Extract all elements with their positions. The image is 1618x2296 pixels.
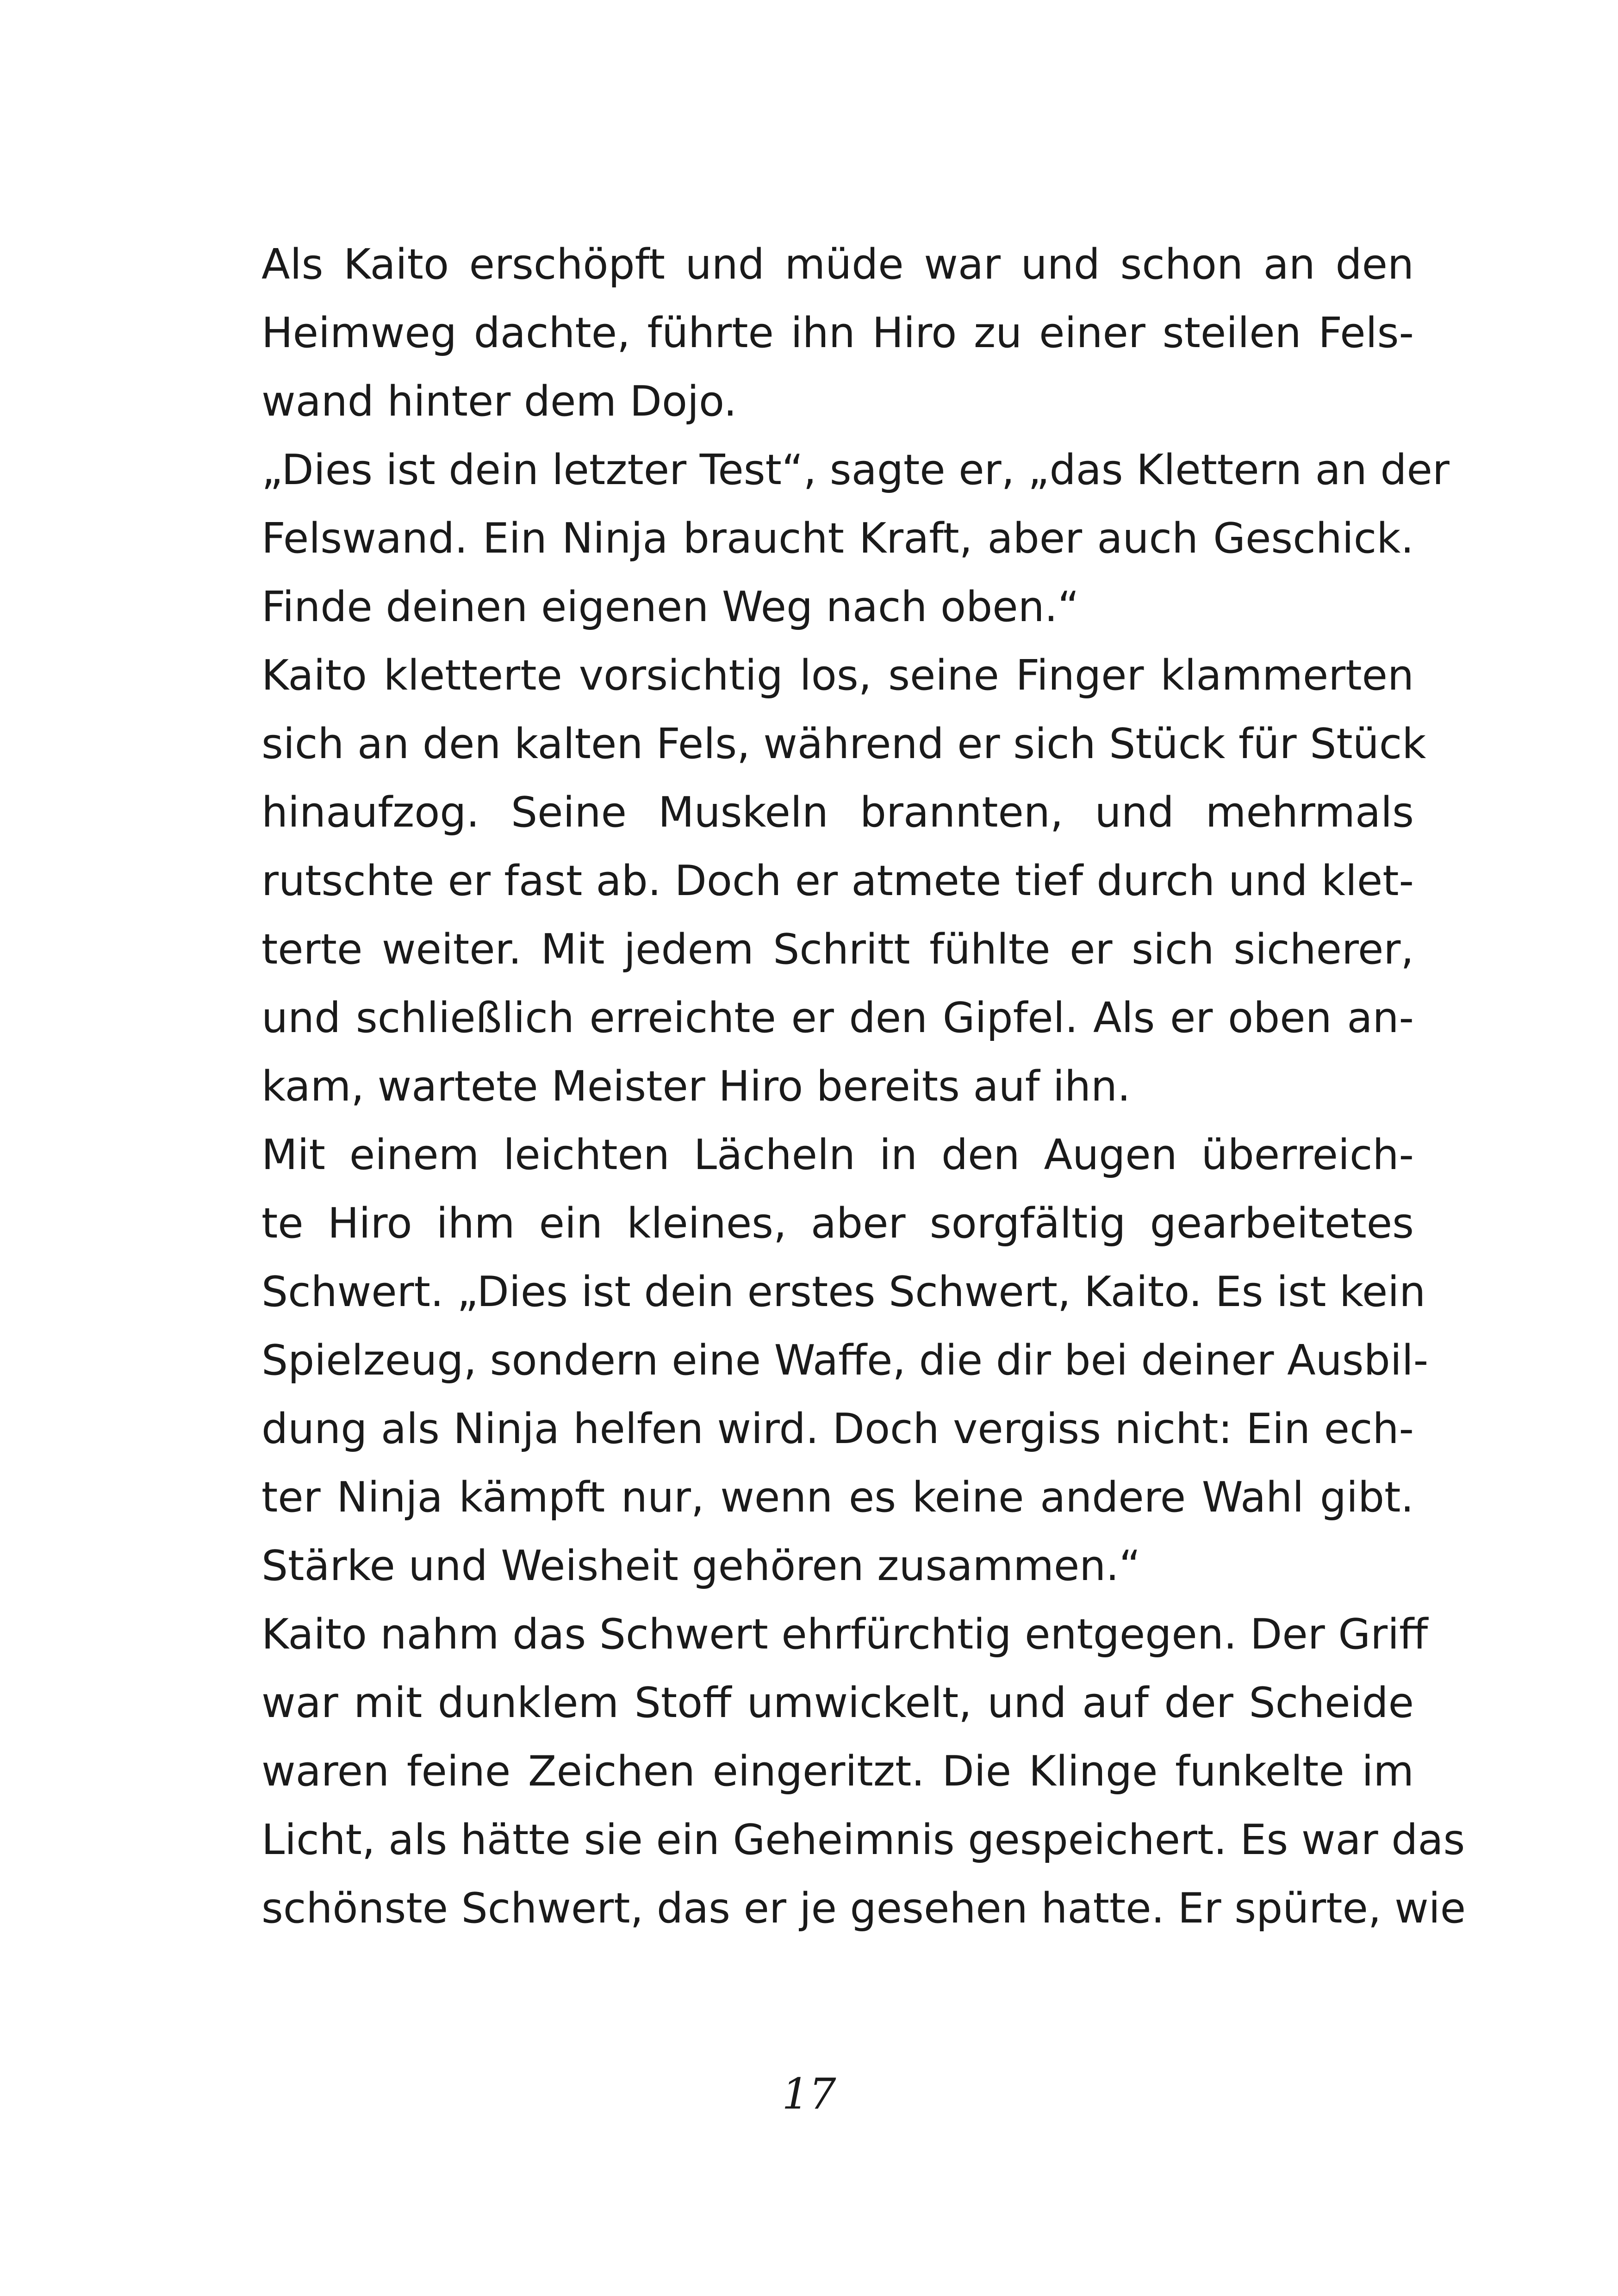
text-line: hinaufzog. Seine Muskeln brannten, und mehrmals bbox=[261, 788, 1414, 837]
text-line: sich an den kalten Fels, während er sich Stück für Stück bbox=[261, 720, 1426, 768]
text-line: te Hiro ihm ein kleines, aber sorgfältig gearbeitetes bbox=[261, 1199, 1414, 1248]
text-line: Kaito kletterte vorsichtig los, seine Finger klammerten bbox=[261, 651, 1414, 700]
text-line: Felswand. Ein Ninja braucht Kraft, aber auch Geschick. bbox=[261, 514, 1414, 563]
text-line: Heimweg dachte, führte ihn Hiro zu einer steilen Fels- bbox=[261, 309, 1414, 357]
text-line: kam, wartete Meister Hiro bereits auf ihn. bbox=[261, 1062, 1131, 1111]
text-line: dung als Ninja helfen wird. Doch vergiss nicht: Ein ech- bbox=[261, 1405, 1414, 1453]
text-line: Finde deinen eigenen Weg nach oben.“ bbox=[261, 583, 1079, 631]
text-line: Stärke und Weisheit gehören zusammen.“ bbox=[261, 1542, 1141, 1590]
text-line: Als Kaito erschöpft und müde war und schon an den bbox=[261, 240, 1414, 289]
text-line: Licht, als hätte sie ein Geheimnis gespeichert. Es war das bbox=[261, 1816, 1465, 1864]
body-text bbox=[261, 230, 1466, 1943]
text-line: terte weiter. Mit jedem Schritt fühlte er sich sicherer, bbox=[261, 925, 1414, 974]
text-line: rutschte er fast ab. Doch er atmete tief durch und klet- bbox=[261, 857, 1414, 905]
text-line: wand hinter dem Dojo. bbox=[261, 377, 737, 426]
text-line: und schließlich erreichte er den Gipfel. Als er oben an- bbox=[261, 994, 1414, 1042]
text-line: schönste Schwert, das er je gesehen hatte. Er spürte, wie bbox=[261, 1884, 1466, 1933]
page-number: 17 bbox=[782, 2069, 836, 2119]
text-line: Spielzeug, sondern eine Waffe, die dir bei deiner Ausbil- bbox=[261, 1336, 1429, 1385]
text-line: ter Ninja kämpft nur, wenn es keine andere Wahl gibt. bbox=[261, 1473, 1414, 1522]
text-line: Kaito nahm das Schwert ehrfürchtig entgegen. Der Griff bbox=[261, 1610, 1428, 1659]
text-line: Schwert. „Dies ist dein erstes Schwert, Kaito. Es ist kein bbox=[261, 1268, 1426, 1316]
text-line: Mit einem leichten Lächeln in den Augen überreich- bbox=[261, 1131, 1414, 1179]
text-line: waren feine Zeichen eingeritzt. Die Klinge funkelte im bbox=[261, 1747, 1414, 1796]
text-line: „Dies ist dein letzter Test“, sagte er, „das Klettern an der bbox=[261, 446, 1450, 494]
text-line: war mit dunklem Stoff umwickelt, und auf der Scheide bbox=[261, 1679, 1414, 1727]
